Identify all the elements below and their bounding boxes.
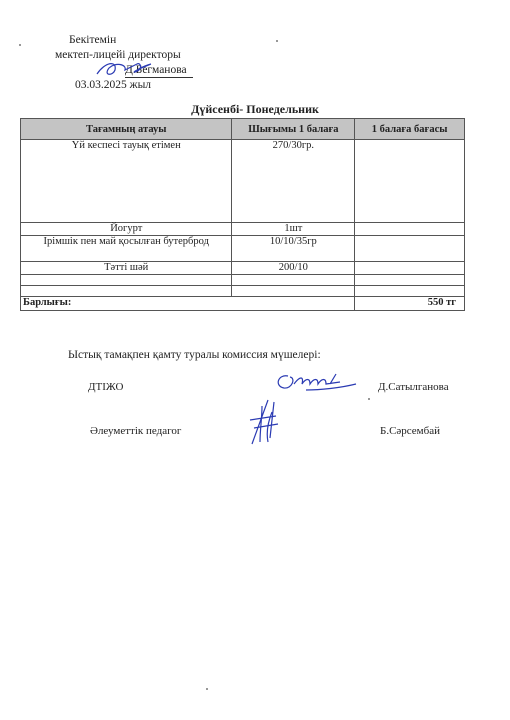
table-row	[21, 275, 465, 286]
table-header-row	[21, 119, 465, 140]
portion: 1шт	[232, 223, 355, 236]
approval-date: 03.03.2025 жыл	[75, 79, 152, 91]
column-header-dish: Тағамның атауы	[21, 119, 232, 140]
dish-name: Ірімшік пен май қосылған бутерброд	[21, 236, 232, 262]
portion	[232, 286, 355, 297]
table-row	[21, 262, 465, 275]
portion: 270/30гр.	[232, 140, 355, 223]
portion: 10/10/35гр	[232, 236, 355, 262]
table-row	[21, 236, 465, 262]
price	[355, 140, 465, 223]
dish-name: Йогурт	[21, 223, 232, 236]
signature-name-2: Б.Сәрсембай	[380, 425, 441, 437]
signature-scribble-1	[270, 368, 360, 396]
price	[355, 286, 465, 297]
director-signature	[95, 58, 155, 80]
total-row	[21, 297, 465, 311]
price	[355, 275, 465, 286]
approval-line-1: Бекітемін	[69, 34, 117, 46]
column-header-price: 1 балаға бағасы	[355, 119, 465, 140]
signature-role-2: Әлеуметтік педагог	[90, 425, 182, 437]
scan-speck	[276, 40, 278, 42]
signature-role-1: ДТІЖО	[88, 381, 124, 393]
portion: 200/10	[232, 262, 355, 275]
table-row	[21, 223, 465, 236]
approval-line-2: мектеп-лицейі директоры	[55, 49, 181, 61]
price	[355, 236, 465, 262]
signature-name-1: Д.Сатылганова	[378, 381, 449, 393]
dish-name: Үй кеспесі тауық етімен	[21, 140, 232, 223]
commission-title: Ыстық тамақпен қамту туралы комиссия мүшелері:	[68, 349, 321, 361]
portion	[232, 275, 355, 286]
total-label: Барлығы:	[21, 297, 355, 311]
scan-speck	[19, 44, 21, 46]
scan-speck	[206, 688, 208, 690]
price	[355, 223, 465, 236]
table-row	[21, 140, 465, 223]
director-name: Д.Бегманова	[125, 64, 187, 76]
column-header-portion: Шығымы 1 балаға	[232, 119, 355, 140]
dish-name	[21, 275, 232, 286]
total-value: 550 тг	[355, 297, 465, 311]
dish-name: Тәтті шәй	[21, 262, 232, 275]
signature-scribble-2	[248, 398, 280, 448]
page-title: Дүйсенбі- Понедельник	[191, 102, 319, 116]
menu-table	[20, 118, 465, 311]
table-row	[21, 286, 465, 297]
price	[355, 262, 465, 275]
scan-speck	[368, 398, 370, 400]
dish-name	[21, 286, 232, 297]
